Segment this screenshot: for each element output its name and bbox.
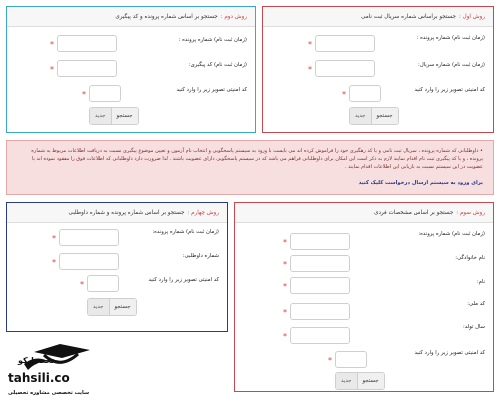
button-group (87, 298, 137, 316)
panel-header (263, 7, 493, 27)
required-marker: * (328, 356, 332, 365)
notice-text: داوطلبانی که شماره پرونده ، سریال ثبت نامی و یا کد رهگیری خود را فراموش کرده اند می بایست با ورود به سیستم پاسخگویی و انتخاب نام آزمون و تعیین موضوع پیگیری نسبت به دریافت اطلاعات مربوط به شماره پرونده ، و یا کد پیگیری ثبت نام اقدام نمایند لازم به ذکر است این امکان برای داوطلبانی فراهم می باشد که در سیستم پاسخگویی دارای عضویت باشند . لذا ضرورت دارد داوطلبانی که اطلاعات فوق را مفقود نموده اند با عضویت در این سیستم نسبت به بازیابی این اطلاعات اقدام نمایند . (31, 148, 483, 170)
field-label-tracking-code: (زمان ثبت نام) کد پیگیری: (188, 62, 247, 68)
new-button[interactable]: جدید (350, 108, 372, 124)
search-button[interactable]: جستجو (358, 373, 384, 389)
required-marker: * (283, 308, 287, 317)
method-label: روش اول : (459, 13, 485, 20)
panel-header (235, 203, 493, 223)
panel-title: جستجو براساس شماره سریال ثبت نامی (361, 13, 456, 20)
panel-header (7, 203, 227, 223)
button-group (335, 372, 385, 390)
brand-name-en: tahsili.co (8, 371, 70, 385)
button-group (349, 107, 399, 125)
new-button[interactable]: جدید (88, 299, 110, 315)
panel-method-4 (6, 202, 228, 332)
site-logo (4, 340, 96, 404)
first-name-input[interactable] (290, 277, 350, 294)
tracking-code-input[interactable] (57, 60, 117, 77)
new-button[interactable]: جدید (336, 373, 358, 389)
brand-tagline: سایت تخصصی مشاوره تحصیلی (8, 390, 90, 396)
field-label-last-name: نام خانوادگی: (455, 255, 485, 261)
file-number-input[interactable] (57, 35, 117, 52)
panel-title: جستجو بر اساس شماره پرونده و شماره داوطلبی (68, 209, 185, 216)
national-code-input[interactable] (290, 303, 350, 320)
panel-title: جستجو بر اساس مشخصات فردی (374, 209, 454, 216)
new-button[interactable]: جدید (90, 108, 112, 124)
field-label-national-code: کد ملی: (467, 301, 485, 307)
captcha-input[interactable] (335, 351, 367, 368)
captcha-label: کد امنیتی تصویر زیر را وارد کنید (414, 87, 485, 93)
required-marker: * (52, 234, 56, 243)
panel-method-3 (234, 202, 494, 392)
field-label-candidate-number: شماره داوطلبی: (182, 253, 219, 259)
field-label-file-number: (زمان ثبت نام) شماره پرونده : (178, 37, 247, 43)
required-marker: * (283, 238, 287, 247)
file-number-input[interactable] (315, 35, 375, 52)
request-system-link[interactable]: برای ورود به سیستم ارسال درخواست کلیک کنید (358, 180, 483, 186)
method-label: روش سوم : (456, 209, 485, 216)
captcha-input[interactable] (89, 85, 121, 102)
captcha-input[interactable] (349, 85, 381, 102)
panel-header (7, 7, 255, 27)
last-name-input[interactable] (290, 255, 350, 272)
file-number-input[interactable] (290, 233, 350, 250)
notice-bullet: • (478, 148, 483, 154)
required-marker: * (50, 40, 54, 49)
captcha-input[interactable] (87, 275, 119, 292)
required-marker: * (80, 280, 84, 289)
field-label-birth-year: سال تولد: (463, 324, 485, 330)
required-marker: * (50, 65, 54, 74)
file-number-input[interactable] (59, 229, 119, 246)
search-button[interactable]: جستجو (112, 108, 138, 124)
field-label-first-name: نام: (476, 279, 485, 285)
field-label-file-number: (زمان ثبت نام) شماره پرونده: (418, 231, 485, 237)
required-marker: * (283, 332, 287, 341)
field-label-serial: (زمان ثبت نام) شماره سریال: (418, 62, 485, 68)
captcha-label: کد امنیتی تصویر زیر را وارد کنید (176, 87, 247, 93)
panel-method-1 (262, 6, 494, 133)
required-marker: * (342, 90, 346, 99)
panel-title: جستجو بر اساس شماره پرونده و کد پیگیری (115, 13, 218, 20)
required-marker: * (52, 258, 56, 267)
field-label-file-number: (زمان ثبت نام) شماره پرونده : (416, 35, 485, 41)
required-marker: * (308, 65, 312, 74)
button-group (89, 107, 139, 125)
required-marker: * (283, 282, 287, 291)
brand-name-fa: تحصیلیکو (18, 356, 55, 365)
panel-method-2 (6, 6, 256, 133)
field-label-file-number: (زمان ثبت نام) شماره پرونده: (152, 229, 219, 235)
notice-box (6, 140, 494, 195)
required-marker: * (308, 40, 312, 49)
search-button[interactable]: جستجو (372, 108, 398, 124)
method-label: روش چهارم : (187, 209, 219, 216)
birth-year-input[interactable] (290, 327, 350, 344)
captcha-label: کد امنیتی تصویر زیر را وارد کنید (148, 277, 219, 283)
method-label: روش دوم : (220, 13, 247, 20)
required-marker: * (82, 90, 86, 99)
captcha-label: کد امنیتی تصویر زیر را وارد کنید (414, 350, 485, 356)
serial-input[interactable] (315, 60, 375, 77)
search-button[interactable]: جستجو (110, 299, 136, 315)
candidate-number-input[interactable] (59, 253, 119, 270)
required-marker: * (283, 260, 287, 269)
